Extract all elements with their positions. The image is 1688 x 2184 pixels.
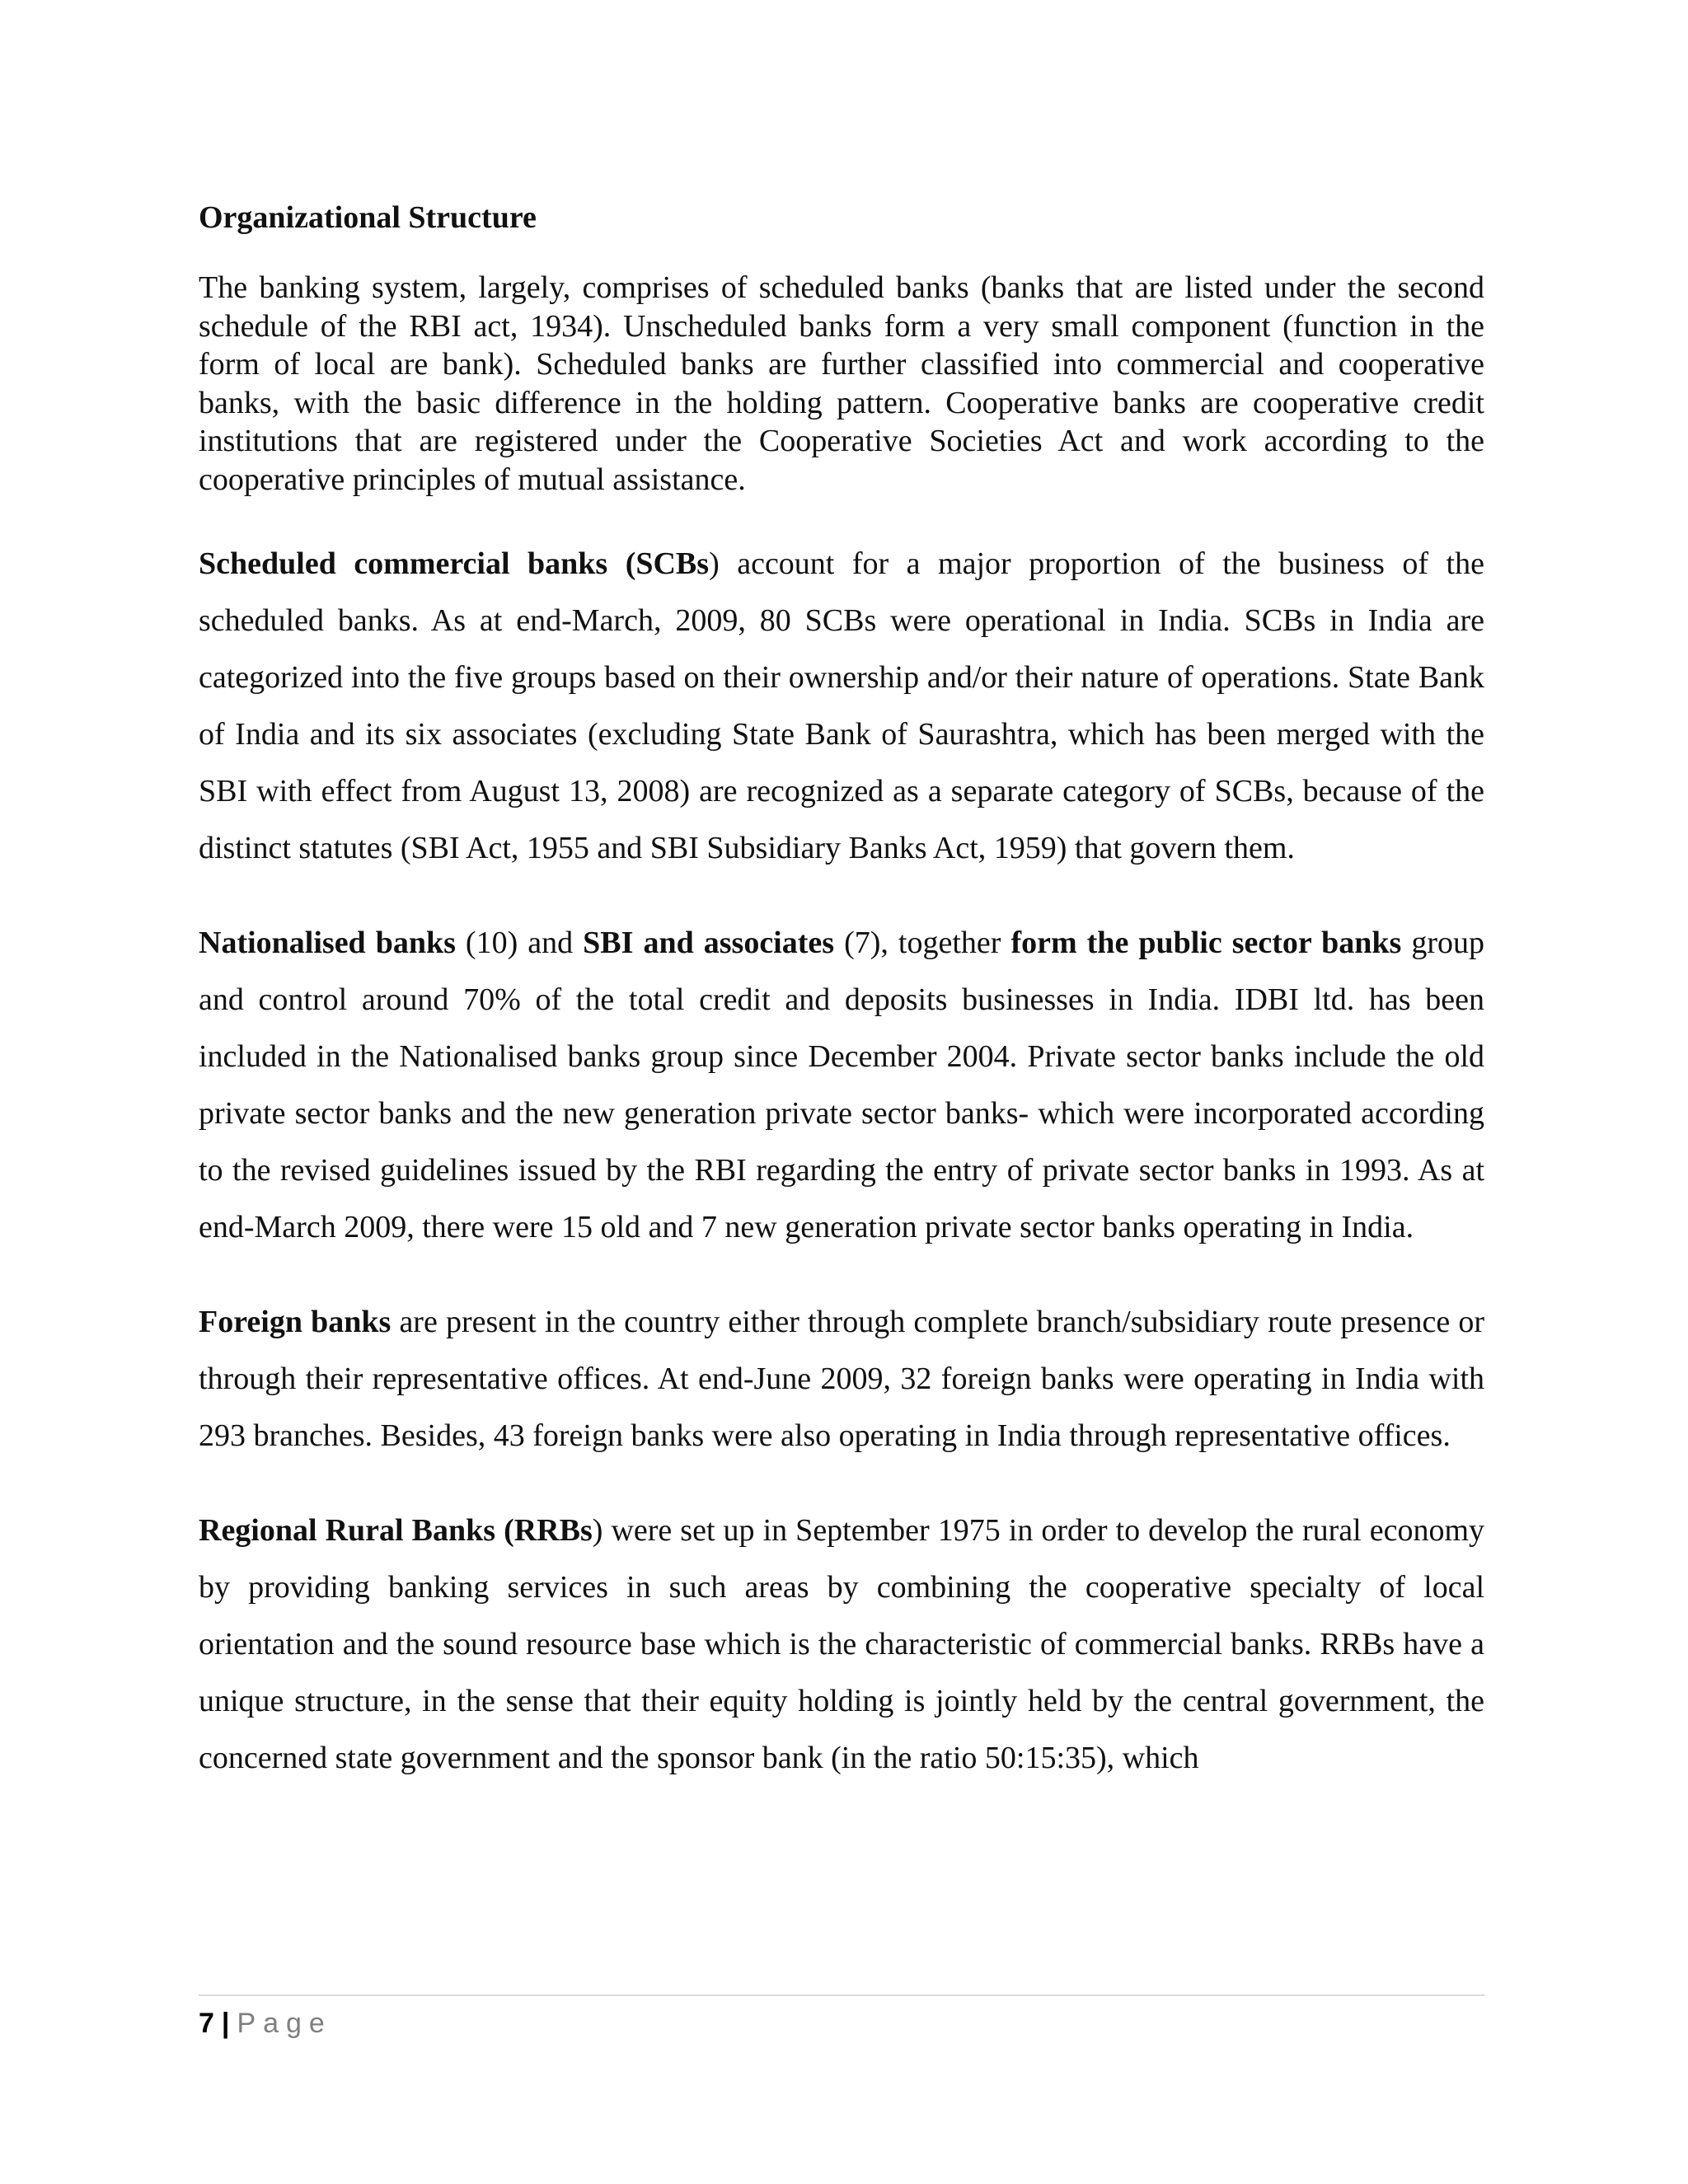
page-footer <box>199 1994 1484 2042</box>
bold-term: Foreign banks <box>199 1305 392 1339</box>
footer-divider <box>199 1994 1484 1996</box>
paragraph-text: (10) and <box>455 926 584 960</box>
paragraph-text: group and control around 70% of the total credit and deposits businesses in India. IDBI ltd. has been included in the Nationalised banks group since December 2004. Private sector banks include the old private sector banks and the new generation private sector banks- which were incorporated according to the revised guidelines issued by the RBI regarding the entry of private sector banks in 1993. As at end-March 2009, there were 15 old and 7 new generation private sector banks operating in India. <box>199 926 1484 1244</box>
paragraph-regional-rural-banks <box>199 1502 1484 1787</box>
paragraph-text: The banking system, largely, comprises of scheduled banks (banks that are listed under the second schedule of the RBI act, 1934). Unscheduled banks form a very small component (function in the form of local are bank). Scheduled banks are further classified into commercial and cooperative banks, with the basic difference in the holding pattern. Cooperative banks are cooperative credit institutions that are registered under the Cooperative Societies Act and work according to the cooperative principles of mutual assistance. <box>199 270 1484 497</box>
paragraph-text: (7), together <box>834 926 1011 960</box>
bold-term: form the public sector banks <box>1010 926 1402 960</box>
bold-term: SBI and associates <box>583 926 835 960</box>
paragraph-text: are present in the country either through complete branch/subsidiary route presence or through their representative offices. At end-June 2009, 32 foreign banks were operating in India with 293 branches. Besides, 43 foreign banks were also operating in India through representative offices. <box>199 1305 1485 1453</box>
page-label: Page <box>237 2008 332 2039</box>
bold-term: Regional Rural Banks (RRBs <box>199 1513 593 1548</box>
page-indicator <box>199 2004 1484 2042</box>
paragraph-scheduled-commercial-banks <box>199 536 1484 877</box>
paragraph-banking-system <box>199 269 1484 499</box>
document-body <box>199 194 1484 1825</box>
page-number: 7 <box>199 2008 215 2039</box>
paragraph-foreign-banks <box>199 1294 1484 1465</box>
section-heading: Organizational Structure <box>199 200 537 235</box>
bold-term: Nationalised banks <box>199 926 456 960</box>
paragraph-nationalised-banks <box>199 915 1484 1256</box>
bold-term: Scheduled commercial banks (SCBs <box>199 546 710 581</box>
paragraph-text: ) account for a major proportion of the business of the scheduled banks. As at end-March, 2009, 80 SCBs were operational in India. SCBs in India are categorized into the five groups based on their ownership and/or their nature of operations. State Bank of India and its six associates (excluding State Bank of Saurashtra, which has been merged with the SBI with effect from August 13, 2008) are recognized as a separate category of SCBs, because of the distinct statutes (SBI Act, 1955 and SBI Subsidiary Banks Act, 1959) that govern them. <box>199 546 1484 865</box>
paragraph-text: ) were set up in September 1975 in order to develop the rural economy by providing banking services in such areas by combining the cooperative specialty of local orientation and the sound resource base which is the characteristic of commercial banks. RRBs have a unique structure, in the sense that their equity holding is jointly held by the central government, the concerned state government and the sponsor bank (in the ratio 50:15:35), which <box>199 1513 1485 1775</box>
page-separator: | <box>221 2008 231 2039</box>
